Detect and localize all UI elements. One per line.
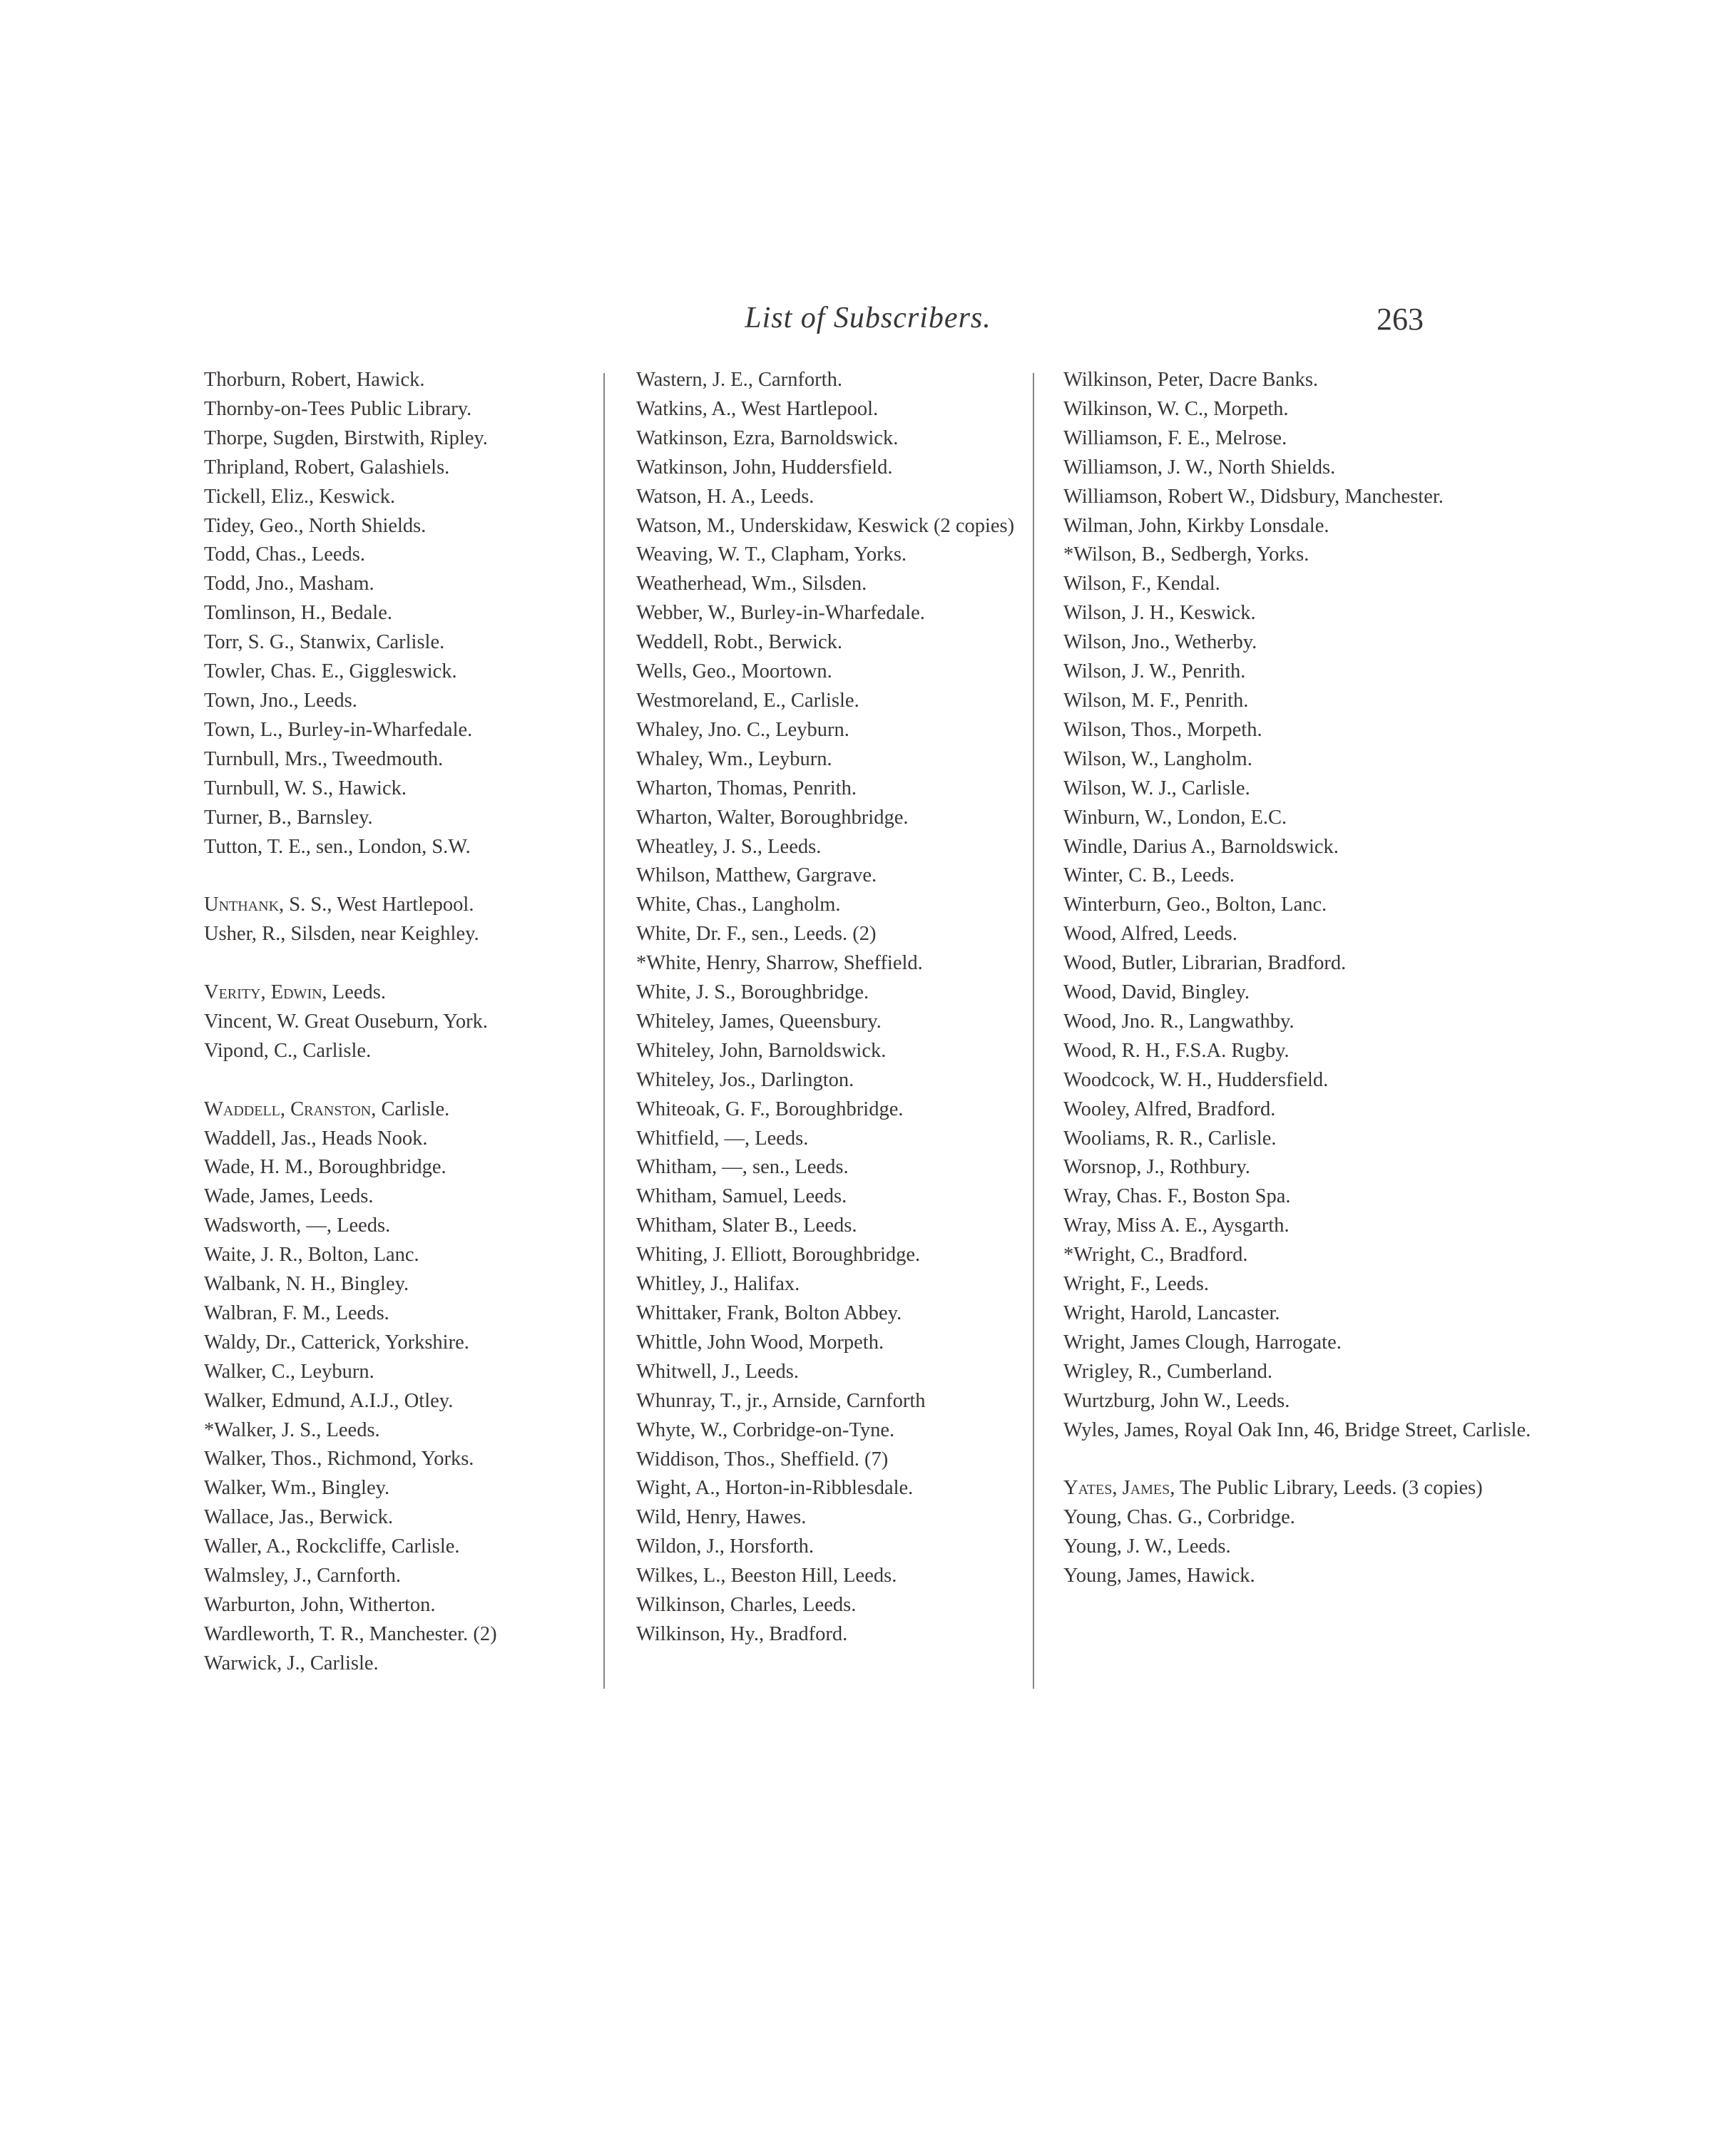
page-number: 263 <box>1377 302 1424 337</box>
subscriber-entry: Wood, Alfred, Leeds. <box>1063 923 1237 946</box>
subscriber-entry: Todd, Chas., Leeds. <box>204 543 365 566</box>
subscriber-entry: Wooley, Alfred, Bradford. <box>1063 1098 1276 1120</box>
subscriber-entry: Whitham, —, sen., Leeds. <box>636 1156 849 1179</box>
subscriber-entry: Thorpe, Sugden, Birstwith, Ripley. <box>204 426 488 449</box>
subscriber-entry: Whittaker, Frank, Bolton Abbey. <box>636 1302 902 1324</box>
subscriber-entry: Watson, M., Underskidaw, Keswick (2 copies) <box>636 514 1015 537</box>
subscriber-entry: Wharton, Walter, Boroughbridge. <box>636 806 909 829</box>
subscriber-entry: Town, Jno., Leeds. <box>204 689 357 712</box>
subscriber-entry: White, Chas., Langholm. <box>636 894 841 916</box>
subscriber-entry: Turner, B., Barnsley. <box>204 806 373 829</box>
subscriber-entry: Whitwell, J., Leeds. <box>636 1360 799 1383</box>
subscriber-entry: Turnbull, W. S., Hawick. <box>204 777 407 799</box>
subscriber-entry: Wyles, James, Royal Oak Inn, 46, Bridge Street, Carlisle. <box>1063 1418 1531 1441</box>
subscriber-entry: White, J. S., Boroughbridge. <box>636 981 869 1004</box>
subscriber-entry: Walmsley, J., Carnforth. <box>204 1565 402 1587</box>
subscriber-entry: Whiteley, John, Barnoldswick. <box>636 1039 887 1062</box>
subscriber-entry: Young, James, Hawick. <box>1063 1565 1255 1587</box>
subscriber-entry: Waddell, Cranston, Carlisle. <box>204 1098 450 1120</box>
subscriber-entry: Wood, R. H., F.S.A. Rugby. <box>1063 1039 1290 1062</box>
subscriber-entry: Watkinson, John, Huddersfield. <box>636 456 893 479</box>
subscriber-entry: Whiteley, Jos., Darlington. <box>636 1068 854 1091</box>
subscriber-entry: Williamson, Robert W., Didsbury, Manchester. <box>1063 485 1444 508</box>
subscriber-entry: Winterburn, Geo., Bolton, Lanc. <box>1063 894 1327 916</box>
subscriber-entry: Whiteley, James, Queensbury. <box>636 1010 882 1033</box>
subscriber-entry: Walbank, N. H., Bingley. <box>204 1273 409 1296</box>
subscriber-entry: Wilson, Jno., Wetherby. <box>1063 631 1257 654</box>
subscriber-entry: Wray, Miss A. E., Aysgarth. <box>1063 1214 1290 1237</box>
subscriber-column-2 <box>636 366 1014 1649</box>
subscriber-entry: Weatherhead, Wm., Silsden. <box>636 573 867 595</box>
subscriber-entry: Whitham, Samuel, Leeds. <box>636 1185 847 1208</box>
subscriber-entry: White, Dr. F., sen., Leeds. (2) <box>636 923 877 946</box>
subscriber-entry: Worsnop, J., Rothbury. <box>1063 1156 1250 1179</box>
subscriber-entry: Woodcock, W. H., Huddersfield. <box>1063 1068 1329 1091</box>
subscriber-entry: Walker, Thos., Richmond, Yorks. <box>204 1448 474 1470</box>
subscriber-entry: Wilson, M. F., Penrith. <box>1063 689 1249 712</box>
subscriber-entry: Waddell, Jas., Heads Nook. <box>204 1127 428 1150</box>
subscriber-entry: *Wilson, B., Sedbergh, Yorks. <box>1063 543 1309 566</box>
subscriber-entry: Watson, H. A., Leeds. <box>636 485 815 508</box>
subscriber-entry: Usher, R., Silsden, near Keighley. <box>204 923 479 946</box>
subscriber-entry: Wright, F., Leeds. <box>1063 1273 1209 1296</box>
subscriber-entry: Whitley, J., Halifax. <box>636 1273 800 1296</box>
section-gap <box>204 1066 497 1095</box>
subscriber-entry: Thripland, Robert, Galashiels. <box>204 456 450 479</box>
subscriber-column-1 <box>204 366 497 1679</box>
subscriber-entry: Wade, James, Leeds. <box>204 1185 374 1208</box>
subscriber-entry: Wilman, John, Kirkby Lonsdale. <box>1063 514 1329 537</box>
subscriber-entry: *Wright, C., Bradford. <box>1063 1244 1248 1267</box>
subscriber-entry: Whiteoak, G. F., Boroughbridge. <box>636 1098 904 1120</box>
subscriber-entry: Whaley, Wm., Leyburn. <box>636 747 832 770</box>
subscriber-entry: Whyte, W., Corbridge-on-Tyne. <box>636 1418 895 1441</box>
subscriber-entry: Wilkinson, Charles, Leeds. <box>636 1594 857 1617</box>
subscriber-entry: Wilson, J. W., Penrith. <box>1063 660 1246 683</box>
subscriber-entry: Wallace, Jas., Berwick. <box>204 1506 394 1529</box>
subscriber-entry: Whittle, John Wood, Morpeth. <box>636 1331 884 1354</box>
subscriber-entry: Whitham, Slater B., Leeds. <box>636 1214 857 1237</box>
subscriber-entry: Wood, Jno. R., Langwathby. <box>1063 1010 1295 1033</box>
subscriber-entry: Wilkinson, Peter, Dacre Banks. <box>1063 369 1319 391</box>
subscriber-entry: Wright, Harold, Lancaster. <box>1063 1302 1280 1324</box>
subscriber-entry: Torr, S. G., Stanwix, Carlisle. <box>204 631 445 654</box>
column-divider <box>1033 373 1034 1689</box>
column-divider <box>603 373 605 1689</box>
subscriber-entry: Tickell, Eliz., Keswick. <box>204 485 396 508</box>
subscriber-entry: Wadsworth, —, Leeds. <box>204 1214 391 1237</box>
subscriber-entry: Weddell, Robt., Berwick. <box>636 631 842 654</box>
subscriber-entry: Williamson, F. E., Melrose. <box>1063 426 1287 449</box>
subscriber-entry: Young, J. W., Leeds. <box>1063 1535 1231 1558</box>
subscriber-entry: Whunray, T., jr., Arnside, Carnforth <box>636 1389 926 1412</box>
subscriber-entry: Waite, J. R., Bolton, Lanc. <box>204 1244 419 1267</box>
subscriber-entry: Wild, Henry, Hawes. <box>636 1506 807 1529</box>
subscriber-column-3 <box>1063 366 1531 1591</box>
subscriber-entry: Unthank, S. S., West Hartlepool. <box>204 894 474 916</box>
subscriber-entry: Wilson, W. J., Carlisle. <box>1063 777 1250 799</box>
subscriber-entry: Wastern, J. E., Carnforth. <box>636 369 842 391</box>
subscriber-entry: Wardleworth, T. R., Manchester. (2) <box>204 1622 497 1645</box>
subscriber-entry: Whaley, Jno. C., Leyburn. <box>636 718 849 741</box>
subscriber-entry: Verity, Edwin, Leeds. <box>204 981 386 1003</box>
subscriber-entry: Thornby-on-Tees Public Library. <box>204 397 472 420</box>
subscriber-entry: Wooliams, R. R., Carlisle. <box>1063 1127 1277 1150</box>
subscriber-entry: Whitfield, —, Leeds. <box>636 1127 809 1150</box>
subscriber-entry: Wade, H. M., Boroughbridge. <box>204 1156 446 1179</box>
subscriber-entry: Wilson, Thos., Morpeth. <box>1063 718 1262 741</box>
subscriber-entry: Wilkinson, Hy., Bradford. <box>636 1622 848 1645</box>
subscriber-entry: Warburton, John, Witherton. <box>204 1594 436 1617</box>
subscriber-entry: Wilkinson, W. C., Morpeth. <box>1063 397 1289 420</box>
subscriber-entry: Vipond, C., Carlisle. <box>204 1039 372 1062</box>
subscriber-entry: Waller, A., Rockcliffe, Carlisle. <box>204 1535 460 1558</box>
subscriber-entry: Winburn, W., London, E.C. <box>1063 806 1287 829</box>
subscriber-entry: *White, Henry, Sharrow, Sheffield. <box>636 952 923 975</box>
subscriber-entry: Wood, Butler, Librarian, Bradford. <box>1063 952 1347 975</box>
subscriber-entry: Whilson, Matthew, Gargrave. <box>636 864 877 887</box>
subscriber-entry: Tidey, Geo., North Shields. <box>204 514 427 537</box>
subscriber-entry: Walker, C., Leyburn. <box>204 1360 374 1383</box>
subscriber-entry: Tutton, T. E., sen., London, S.W. <box>204 835 471 858</box>
subscriber-entry: Wurtzburg, John W., Leeds. <box>1063 1389 1290 1412</box>
subscriber-entry: Warwick, J., Carlisle. <box>204 1652 379 1674</box>
subscriber-entry: *Walker, J. S., Leeds. <box>204 1418 380 1441</box>
subscriber-entry: Towler, Chas. E., Giggleswick. <box>204 660 457 683</box>
subscriber-entry: Weaving, W. T., Clapham, Yorks. <box>636 543 907 566</box>
subscriber-entry: Town, L., Burley-in-Wharfedale. <box>204 718 473 741</box>
section-gap <box>204 861 497 891</box>
subscriber-entry: Wharton, Thomas, Penrith. <box>636 777 857 799</box>
subscriber-entry: Thorburn, Robert, Hawick. <box>204 369 425 391</box>
subscriber-entry: Whiting, J. Elliott, Boroughbridge. <box>636 1244 921 1267</box>
subscriber-entry: Westmoreland, E., Carlisle. <box>636 689 859 712</box>
subscriber-entry: Wrigley, R., Cumberland. <box>1063 1360 1273 1383</box>
subscriber-entry: Turnbull, Mrs., Tweedmouth. <box>204 747 444 770</box>
section-gap <box>204 949 497 978</box>
subscriber-entry: Yates, James, The Public Library, Leeds. (3 copies) <box>1063 1477 1483 1500</box>
subscriber-entry: Tomlinson, H., Bedale. <box>204 602 392 625</box>
subscriber-entry: Walker, Wm., Bingley. <box>204 1477 390 1500</box>
subscriber-entry: Widdison, Thos., Sheffield. (7) <box>636 1448 889 1470</box>
section-gap <box>1063 1446 1531 1475</box>
subscriber-entry: Vincent, W. Great Ouseburn, York. <box>204 1010 489 1033</box>
subscriber-entry: Walker, Edmund, A.I.J., Otley. <box>204 1389 454 1412</box>
subscriber-entry: Wood, David, Bingley. <box>1063 981 1250 1004</box>
subscriber-entry: Wright, James Clough, Harrogate. <box>1063 1331 1342 1354</box>
subscriber-entry: Wilkes, L., Beeston Hill, Leeds. <box>636 1565 897 1587</box>
subscriber-entry: Waldy, Dr., Catterick, Yorkshire. <box>204 1331 469 1354</box>
subscriber-entry: Wheatley, J. S., Leeds. <box>636 835 822 858</box>
subscriber-entry: Wray, Chas. F., Boston Spa. <box>1063 1185 1291 1208</box>
subscriber-entry: Webber, W., Burley-in-Wharfedale. <box>636 602 925 625</box>
subscriber-entry: Wildon, J., Horsforth. <box>636 1535 814 1558</box>
subscriber-entry: Wilson, W., Langholm. <box>1063 747 1252 770</box>
subscriber-entry: Wells, Geo., Moortown. <box>636 660 832 683</box>
subscriber-entry: Young, Chas. G., Corbridge. <box>1063 1506 1295 1529</box>
subscriber-entry: Williamson, J. W., North Shields. <box>1063 456 1336 479</box>
page-title: List of Subscribers. <box>745 302 991 334</box>
subscriber-entry: Wight, A., Horton-in-Ribblesdale. <box>636 1477 914 1500</box>
subscriber-entry: Windle, Darius A., Barnoldswick. <box>1063 835 1339 858</box>
subscriber-entry: Watkinson, Ezra, Barnoldswick. <box>636 426 899 449</box>
subscriber-entry: Wilson, J. H., Keswick. <box>1063 602 1256 625</box>
subscriber-entry: Watkins, A., West Hartlepool. <box>636 397 879 420</box>
subscriber-entry: Wilson, F., Kendal. <box>1063 573 1220 595</box>
subscriber-entry: Winter, C. B., Leeds. <box>1063 864 1235 887</box>
subscriber-entry: Todd, Jno., Masham. <box>204 573 374 595</box>
subscriber-entry: Walbran, F. M., Leeds. <box>204 1301 389 1324</box>
